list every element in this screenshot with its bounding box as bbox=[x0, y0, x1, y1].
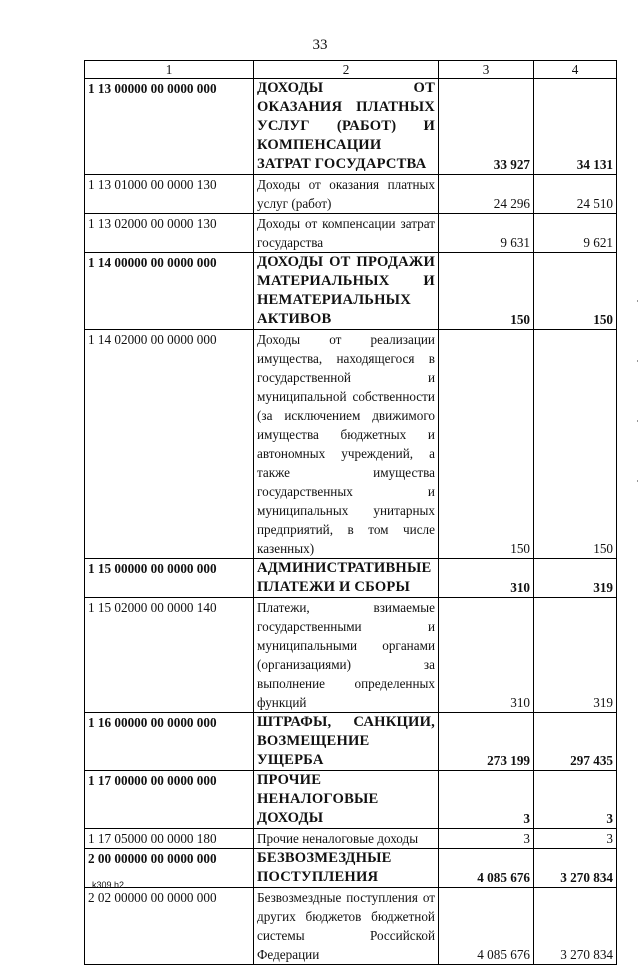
revenue-name: Безвозмездные поступления от других бюджетов бюджетной системы Российской Федерации bbox=[254, 888, 439, 965]
table-row bbox=[85, 598, 617, 713]
revenue-name: ПРОЧИЕ НЕНАЛОГОВЫЕ ДОХОДЫ bbox=[254, 771, 439, 829]
table-header-row bbox=[85, 61, 617, 79]
budget-code: 1 16 00000 00 0000 000 bbox=[85, 713, 254, 771]
table-row bbox=[85, 253, 617, 330]
budget-code: 1 13 01000 00 0000 130 bbox=[85, 175, 254, 214]
revenue-name: Доходы от компенсации затрат государства bbox=[254, 214, 439, 253]
budget-code: 1 14 00000 00 0000 000 bbox=[85, 253, 254, 330]
table-row bbox=[85, 713, 617, 771]
value-column-3: 3 bbox=[439, 771, 534, 829]
revenue-name: ШТРАФЫ, САНКЦИИ, ВОЗМЕЩЕНИЕ УЩЕРБА bbox=[254, 713, 439, 771]
value-column-4: 150 bbox=[534, 330, 617, 559]
margin-tick bbox=[637, 300, 638, 302]
margin-tick bbox=[637, 360, 638, 362]
revenue-name: ДОХОДЫ ОТ ПРОДАЖИ МАТЕРИАЛЬНЫХ И НЕМАТЕРИАЛЬНЫХ АКТИВОВ bbox=[254, 253, 439, 330]
value-column-3: 310 bbox=[439, 598, 534, 713]
table-row bbox=[85, 771, 617, 829]
budget-code: 2 02 00000 00 0000 000 bbox=[85, 888, 254, 965]
column-header-name: 2 bbox=[254, 61, 439, 79]
value-column-3: 150 bbox=[439, 253, 534, 330]
value-column-3: 4 085 676 bbox=[439, 888, 534, 965]
budget-revenue-table bbox=[84, 60, 617, 965]
value-column-4: 319 bbox=[534, 559, 617, 598]
value-column-3: 33 927 bbox=[439, 79, 534, 175]
value-column-4: 24 510 bbox=[534, 175, 617, 214]
value-column-4: 34 131 bbox=[534, 79, 617, 175]
value-column-3: 310 bbox=[439, 559, 534, 598]
value-column-3: 150 bbox=[439, 330, 534, 559]
value-column-3: 273 199 bbox=[439, 713, 534, 771]
revenue-name: БЕЗВОЗМЕЗДНЫЕ ПОСТУПЛЕНИЯ bbox=[254, 849, 439, 888]
budget-code: 1 13 02000 00 0000 130 bbox=[85, 214, 254, 253]
document-footer-code: k309 h2 bbox=[92, 880, 125, 890]
value-column-4: 3 bbox=[534, 771, 617, 829]
page-number: 33 bbox=[312, 37, 328, 53]
revenue-name: Прочие неналоговые доходы bbox=[254, 829, 439, 849]
table-row bbox=[85, 79, 617, 175]
value-column-3: 4 085 676 bbox=[439, 849, 534, 888]
value-column-3: 3 bbox=[439, 829, 534, 849]
budget-code: 1 14 02000 00 0000 000 bbox=[85, 330, 254, 559]
revenue-name: Доходы от оказания платных услуг (работ) bbox=[254, 175, 439, 214]
value-column-4: 3 270 834 bbox=[534, 849, 617, 888]
value-column-3: 9 631 bbox=[439, 214, 534, 253]
column-header-code: 1 bbox=[85, 61, 254, 79]
margin-tick bbox=[637, 480, 638, 482]
value-column-4: 9 621 bbox=[534, 214, 617, 253]
column-header-value-1: 3 bbox=[439, 61, 534, 79]
budget-code: 1 13 00000 00 0000 000 bbox=[85, 79, 254, 175]
table-row bbox=[85, 888, 617, 965]
budget-code: 1 15 00000 00 0000 000 bbox=[85, 559, 254, 598]
column-header-value-2: 4 bbox=[534, 61, 617, 79]
budget-code: 1 17 00000 00 0000 000 bbox=[85, 771, 254, 829]
budget-code: 2 00 00000 00 0000 000 bbox=[85, 849, 254, 888]
table-row bbox=[85, 214, 617, 253]
budget-code: 1 15 02000 00 0000 140 bbox=[85, 598, 254, 713]
table-row bbox=[85, 559, 617, 598]
value-column-4: 319 bbox=[534, 598, 617, 713]
value-column-4: 297 435 bbox=[534, 713, 617, 771]
value-column-4: 3 bbox=[534, 829, 617, 849]
revenue-name: ДОХОДЫ ОТ ОКАЗАНИЯ ПЛАТНЫХ УСЛУГ (РАБОТ) И КОМПЕНСАЦИИ ЗАТРАТ ГОСУДАРСТВА bbox=[254, 79, 439, 175]
value-column-4: 150 bbox=[534, 253, 617, 330]
table-row bbox=[85, 330, 617, 559]
revenue-name: Платежи, взимаемые государственными и муниципальными органами (организациями) за выполнение определенных функций bbox=[254, 598, 439, 713]
revenue-name: АДМИНИСТРАТИВНЫЕ ПЛАТЕЖИ И СБОРЫ bbox=[254, 559, 439, 598]
table-row bbox=[85, 849, 617, 888]
table-row bbox=[85, 175, 617, 214]
value-column-3: 24 296 bbox=[439, 175, 534, 214]
revenue-name: Доходы от реализации имущества, находящегося в государственной и муниципальной собственности (за исключением движимого имущества бюджетных и автономных учреждений, а также имущества государственных и муниципальных унитарных предприятий, в том числе казенных) bbox=[254, 330, 439, 559]
margin-tick bbox=[637, 420, 638, 422]
table-row bbox=[85, 829, 617, 849]
value-column-4: 3 270 834 bbox=[534, 888, 617, 965]
budget-code: 1 17 05000 00 0000 180 bbox=[85, 829, 254, 849]
